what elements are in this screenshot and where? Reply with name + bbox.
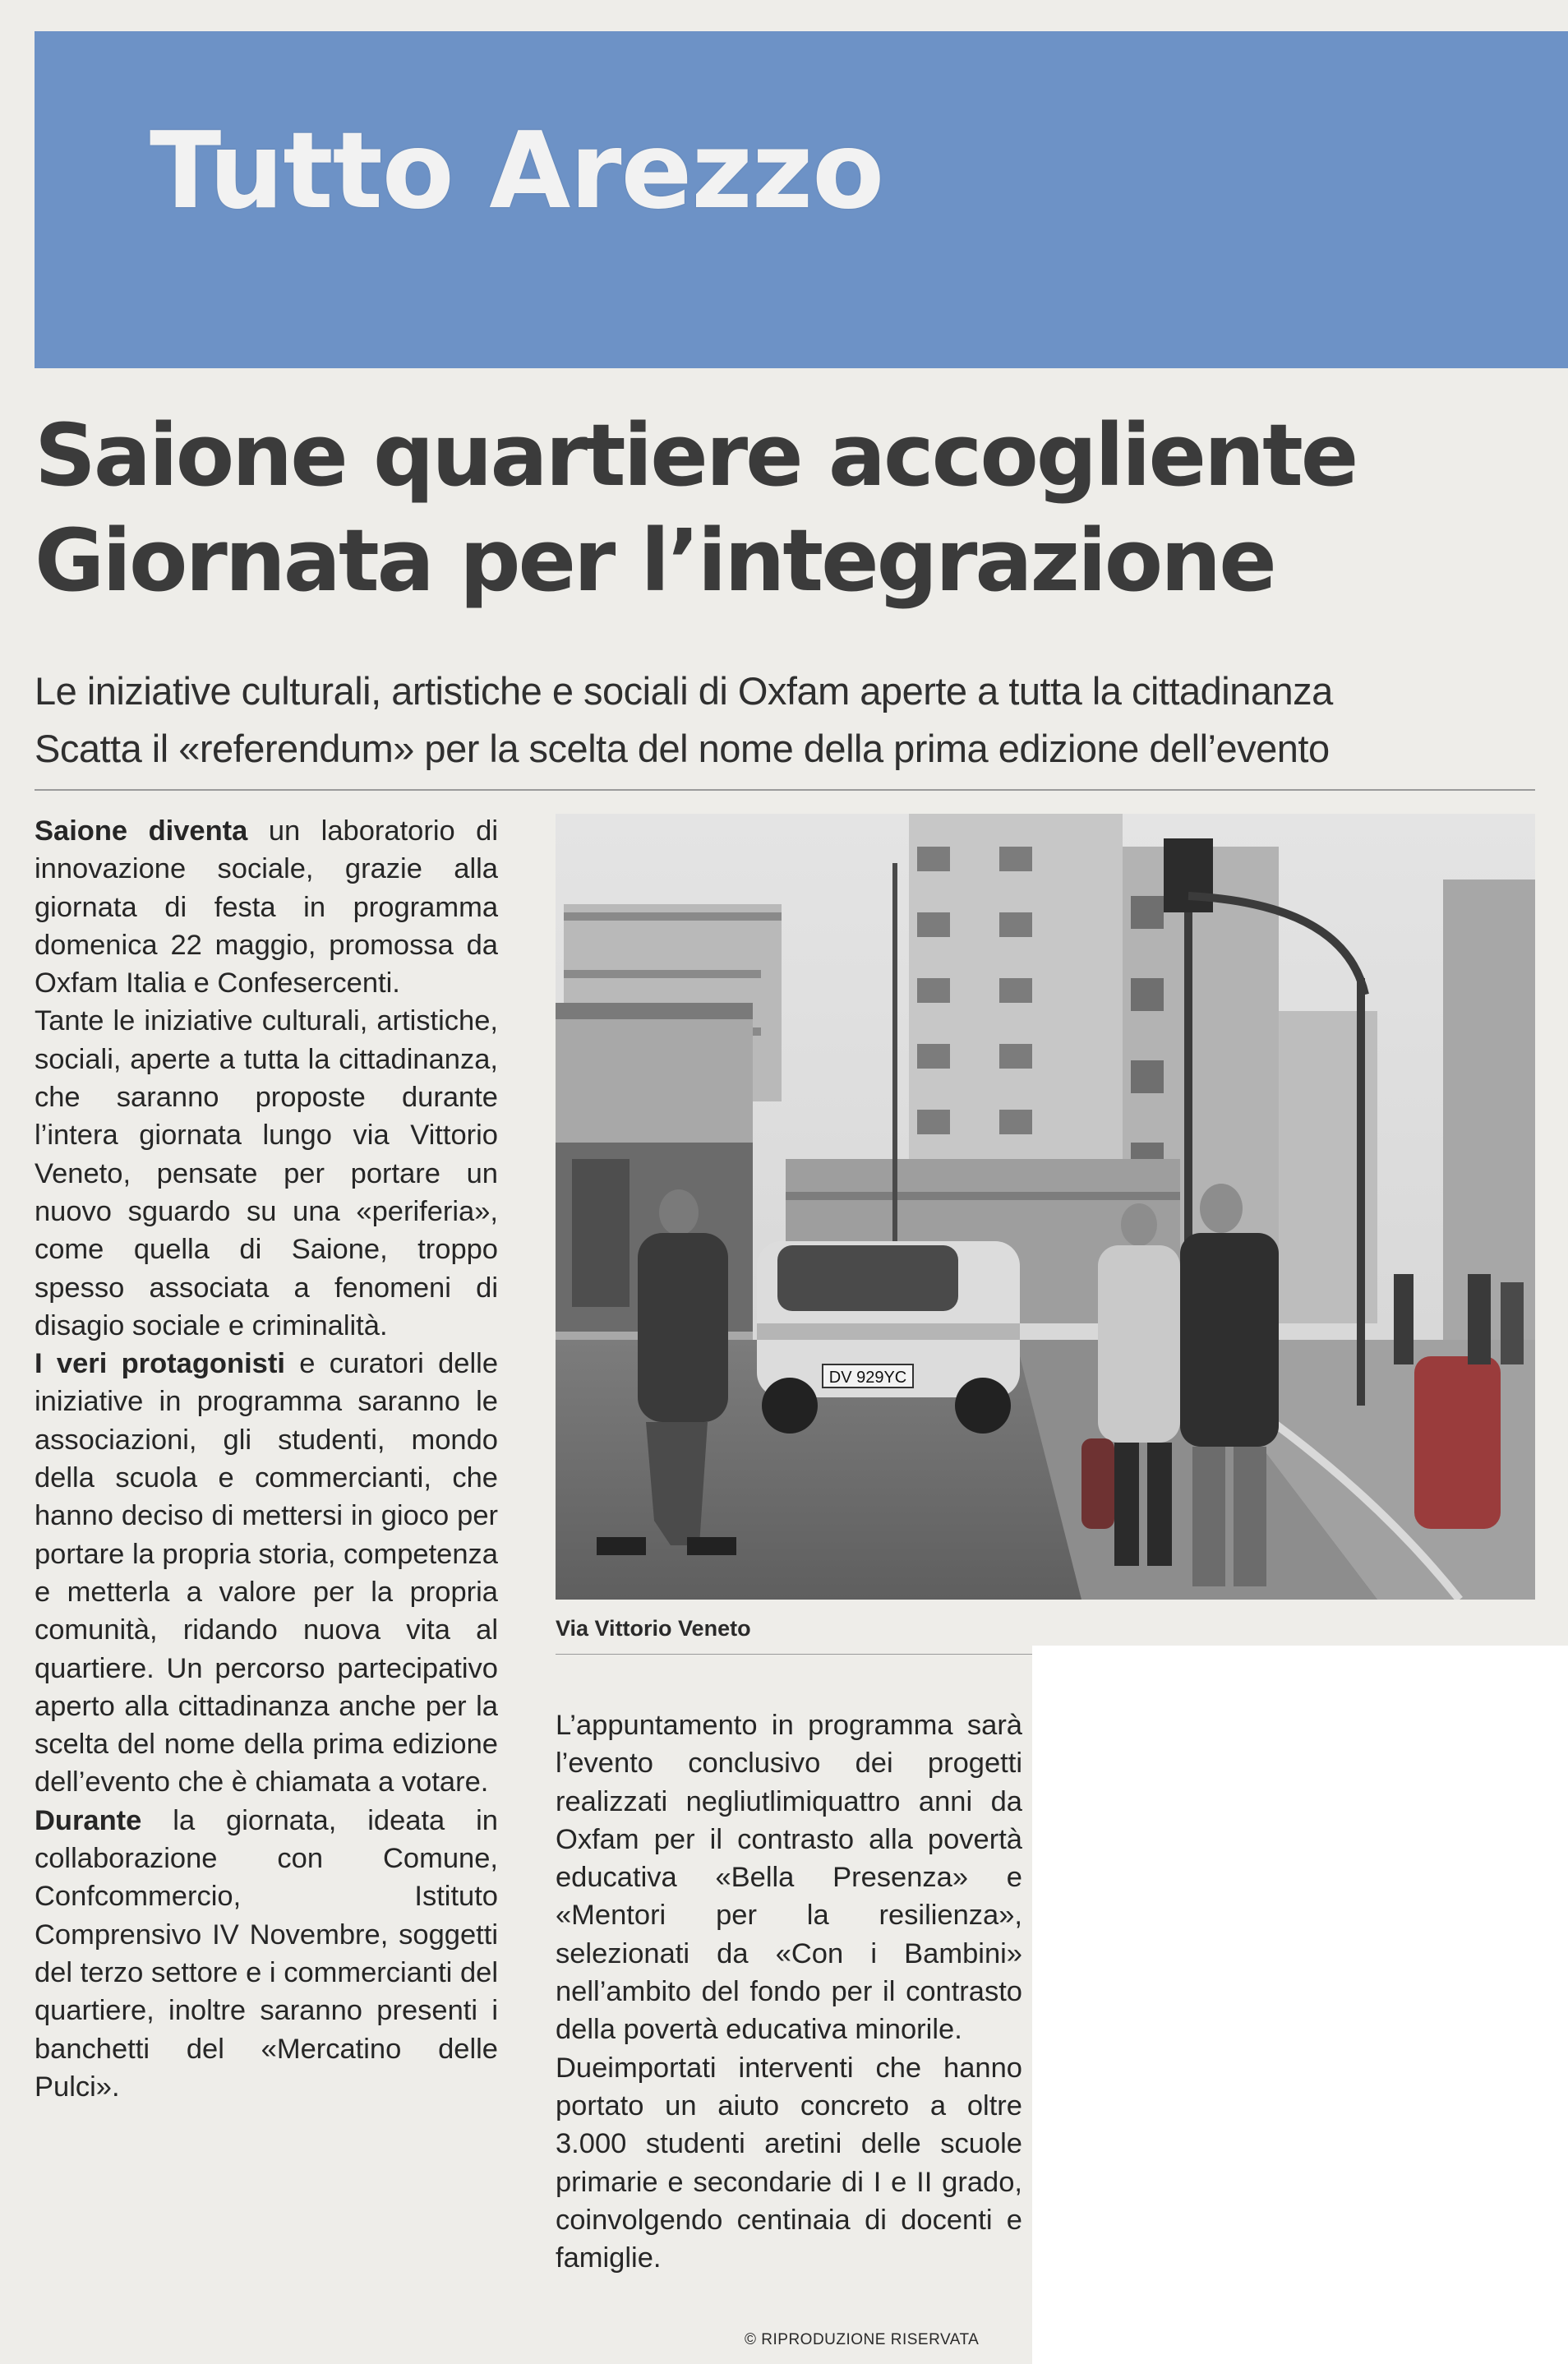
paragraph-text: L’appuntamento in programma sarà l’evento conclusivo dei progetti realizzati negliutlimiquattro anni da Oxfam per il contrasto alla povertà educativa «Bella Presenza» e «Mentori per la resilienza», selezionati da «Con i Bambini» nell’ambito del fondo per il contrasto della povertà educativa minorile. [556, 1710, 1022, 2046]
subhead-line-2: Scatta il «referendum» per la scelta del nome della prima edizione dell’evento [35, 727, 1330, 770]
divider [35, 789, 1535, 791]
license-plate: DV 929YC [828, 1369, 907, 1387]
blank-area [1032, 1646, 1568, 2364]
subheadline [35, 663, 1563, 778]
paragraph [35, 1002, 498, 1345]
article-column-left [35, 812, 498, 2106]
paragraph-text: un laboratorio di innovazione sociale, grazie alla giornata di festa in programma domenica 22 maggio, promossa da Oxfam Italia e Confesercenti. [35, 815, 498, 1000]
caption-rule [556, 1654, 1032, 1655]
paragraph-text: Dueimportati interventi che hanno portato un aiuto concreto a oltre 3.000 studenti aretini delle scuole primarie e secondarie di I e II grado, coinvolgendo centinaia di docenti e famiglie. [556, 2052, 1022, 2274]
paragraph [35, 1802, 498, 2106]
paragraph-text: e curatori delle iniziative in programma saranno le associazioni, gli studenti, mondo della scuola e commercianti, che hanno deciso di mettersi in gioco per portare la propria storia, competenza e metterla a valore per la propria comunità, ridando nuova vita al quartiere. Un percorso partecipativo aperto alla cittadinanza anche per la scelta del nome della prima edizione dell’evento che è chiamata a votare. [35, 1348, 499, 1798]
paragraph [35, 1345, 498, 1802]
paragraph [35, 812, 498, 1002]
subhead-line-1: Le iniziative culturali, artistiche e sociali di Oxfam aperte a tutta la cittadinanza [35, 669, 1333, 713]
paragraph-lead: I veri protagonisti [35, 1348, 285, 1380]
show-through-text [708, 270, 734, 356]
headline-line-1: Saione quartiere accogliente [35, 405, 1357, 506]
paragraph-text: Tante le iniziative culturali, artistiche, sociali, aperte a tutta la cittadinanza, che saranno proposte durante l’intera giornata lungo via Vittorio Veneto, pensate per portare un nuovo sguardo su una «periferia», come quella di Saione, troppo spesso associata a fenomeni di disagio sociale e criminalità. [35, 1005, 498, 1341]
paragraph-lead: Durante [35, 1804, 142, 1836]
paragraph [556, 1706, 1022, 2049]
section-banner [35, 31, 1568, 368]
paragraph [556, 2049, 1022, 2278]
paragraph-lead: Saione diventa [35, 815, 248, 847]
street-photo [556, 814, 1535, 1600]
paragraph-text: la giornata, ideata in collaborazione con Comune, Confcommercio, Istituto Comprensivo IV Novembre, soggetti del terzo settore e i commercianti del quartiere, inoltre saranno presenti i banchetti del «Mercatino delle Pulci». [35, 1804, 498, 2103]
headline-line-2: Giornata per l’integrazione [35, 510, 1275, 611]
copyright-notice: © RIPRODUZIONE RISERVATA [745, 2331, 980, 2348]
article-column-right [556, 1706, 1022, 2277]
photo-caption: Via Vittorio Veneto [556, 1616, 751, 1641]
section-title: Tutto Arezzo [150, 110, 884, 233]
headline [35, 403, 1563, 613]
